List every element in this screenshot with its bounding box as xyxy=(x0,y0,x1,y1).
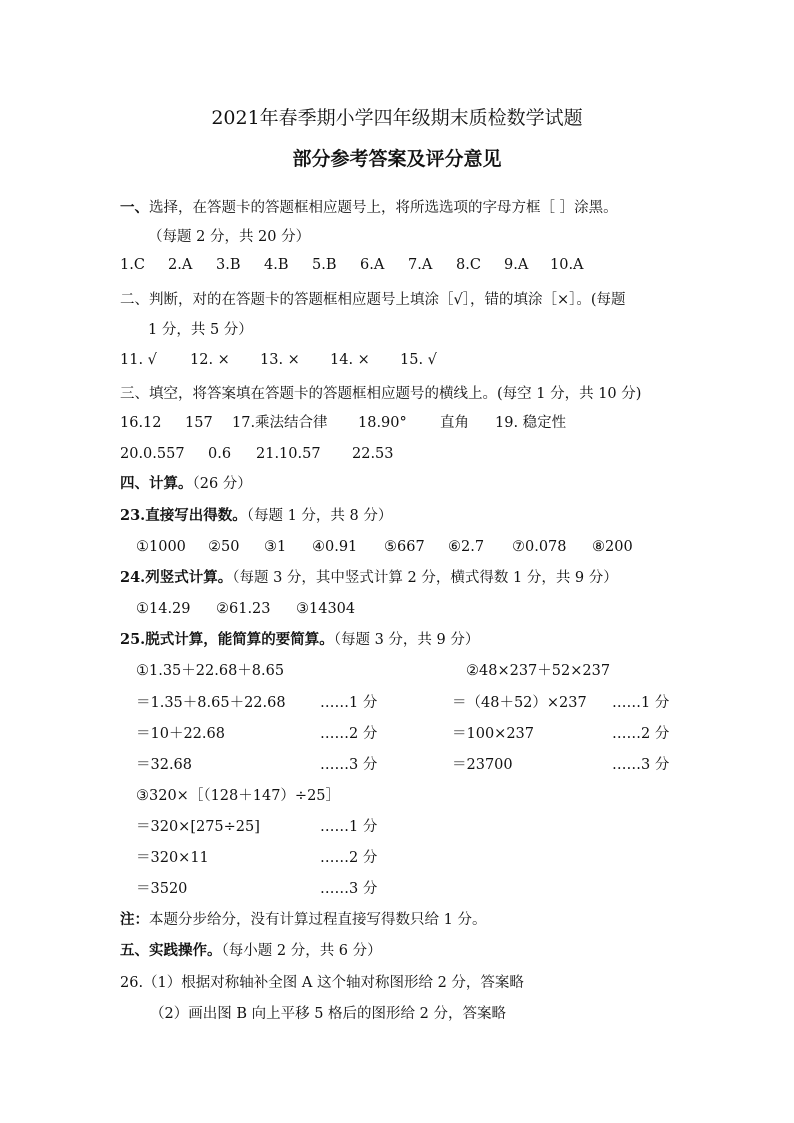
q25-left-score: ……1 分 xyxy=(320,695,378,711)
q26-part-2: （2）画出图 B 向上平移 5 格后的图形给 2 分，答案略 xyxy=(150,1006,506,1022)
answer-item: 1.C xyxy=(120,257,145,273)
q23-heading xyxy=(120,506,392,526)
answer-item: 18.90° xyxy=(358,415,407,431)
answer-item: ⑤667 xyxy=(384,539,425,555)
section-3-heading: 三、填空，将答案填在答题卡的答题框相应题号的横线上。(每空 1 分，共 10 分) xyxy=(120,386,642,402)
answer-item: 13. × xyxy=(260,352,300,368)
answer-item: ②50 xyxy=(208,539,240,555)
answer-item: ⑧200 xyxy=(592,539,633,555)
answer-item: 11. √ xyxy=(120,352,157,368)
q26-part-1: 26.（1）根据对称轴补全图 A 这个轴对称图形给 2 分，答案略 xyxy=(120,975,524,991)
section-4-heading xyxy=(120,474,252,494)
q25-third-step: ＝320×[275÷25] xyxy=(136,819,260,835)
answer-item: 22.53 xyxy=(352,446,394,462)
q25-right-step: ②48×237＋52×237 xyxy=(466,663,611,679)
q24-note: （每题 3 分，其中竖式计算 2 分，横式得数 1 分，共 9 分） xyxy=(232,570,618,586)
answer-item: 7.A xyxy=(408,257,433,273)
section-2-answers xyxy=(120,350,460,370)
q24-answers xyxy=(136,599,376,619)
q25-right-step: ＝100×237 xyxy=(452,726,535,742)
q25-heading xyxy=(120,630,479,650)
q25-third-score: ……3 分 xyxy=(320,881,378,897)
remark-label: 注： xyxy=(120,911,149,928)
section-5-note: （每小题 2 分，共 6 分） xyxy=(221,943,382,959)
answer-item: ④0.91 xyxy=(312,539,358,555)
remark xyxy=(120,910,486,930)
q25-right-score: ……1 分 xyxy=(612,695,670,711)
q23-title: 23.直接写出得数。 xyxy=(120,507,247,524)
doc-title: 2021年春季期小学四年级期末质检数学试题 xyxy=(211,107,583,129)
answer-item: 0.6 xyxy=(208,446,232,462)
answer-item: 157 xyxy=(185,415,213,431)
q25-right-score: ……2 分 xyxy=(612,726,670,742)
q25-third-step: ＝3520 xyxy=(136,881,188,897)
section-1-answers xyxy=(120,255,600,275)
answer-item: 17.乘法结合律 xyxy=(232,415,328,431)
answer-item: 8.C xyxy=(456,257,481,273)
answer-item: ②61.23 xyxy=(216,601,271,617)
section-2-note: 1 分，共 5 分） xyxy=(148,322,253,338)
section-1-note: （每题 2 分，共 20 分） xyxy=(148,229,311,245)
q24-title: 24.列竖式计算。 xyxy=(120,569,233,586)
q25-third-step: ③320×［（128＋147）÷25］ xyxy=(136,788,341,804)
answer-item: 14. × xyxy=(330,352,370,368)
section-4-title: 四、计算。 xyxy=(120,475,193,492)
q25-right-step: ＝23700 xyxy=(452,757,513,773)
answer-item: 3.B xyxy=(216,257,241,273)
answer-item: 9.A xyxy=(504,257,529,273)
answer-item: 6.A xyxy=(360,257,385,273)
answer-item: 4.B xyxy=(264,257,289,273)
q25-left-step: ＝10＋22.68 xyxy=(136,726,225,742)
q23-note: （每题 1 分，共 8 分） xyxy=(246,508,393,524)
q25-left-step: ＝32.68 xyxy=(136,757,193,773)
q25-right-score: ……3 分 xyxy=(612,757,670,773)
section-1-number: 一、 xyxy=(120,199,149,216)
answer-item: 直角 xyxy=(440,415,469,431)
section-3-row2 xyxy=(120,444,402,464)
remark-text: 本题分步给分，没有计算过程直接写得数只给 1 分。 xyxy=(149,912,487,928)
answer-item: ⑦0.078 xyxy=(512,539,567,555)
q25-left-score: ……2 分 xyxy=(320,726,378,742)
section-1-heading xyxy=(120,198,618,218)
answer-item: 16.12 xyxy=(120,415,162,431)
answer-item: 15. √ xyxy=(400,352,437,368)
q25-left-step: ①1.35＋22.68＋8.65 xyxy=(136,663,285,679)
q24-heading xyxy=(120,568,618,588)
answer-item: 10.A xyxy=(550,257,584,273)
section-1-text: 选择，在答题卡的答题框相应题号上，将所选选项的字母方框［ ］涂黑。 xyxy=(149,200,618,216)
q25-third-score: ……2 分 xyxy=(320,850,378,866)
q25-third-score: ……1 分 xyxy=(320,819,378,835)
section-4-note: （26 分） xyxy=(192,476,252,492)
q25-left-step: ＝1.35＋8.65＋22.68 xyxy=(136,695,286,711)
q25-note: （每题 3 分，共 9 分） xyxy=(333,632,480,648)
answer-item: 2.A xyxy=(168,257,193,273)
answer-item: 5.B xyxy=(312,257,337,273)
q25-left-score: ……3 分 xyxy=(320,757,378,773)
q23-answers xyxy=(136,537,652,557)
answer-item: ③14304 xyxy=(296,601,356,617)
q25-third-step: ＝320×11 xyxy=(136,850,209,866)
answer-item: 19. 稳定性 xyxy=(495,415,567,431)
q25-right-step: ＝（48＋52）×237 xyxy=(452,695,587,711)
answer-item: ⑥2.7 xyxy=(448,539,485,555)
section-5-title: 五、实践操作。 xyxy=(120,942,222,959)
answer-item: 12. × xyxy=(190,352,230,368)
section-3-row1 xyxy=(120,413,585,433)
answer-item: 20.0.557 xyxy=(120,446,185,462)
answer-item: 21.10.57 xyxy=(256,446,321,462)
answer-item: ③1 xyxy=(264,539,287,555)
answer-item: ①14.29 xyxy=(136,601,191,617)
section-2-heading: 二、判断，对的在答题卡的答题框相应题号上填涂［√］，错的填涂［×］。(每题 xyxy=(120,292,626,308)
section-5-heading xyxy=(120,941,382,961)
doc-subtitle: 部分参考答案及评分意见 xyxy=(292,148,502,170)
q25-title: 25.脱式计算，能简算的要简算。 xyxy=(120,631,334,648)
answer-item: ①1000 xyxy=(136,539,186,555)
